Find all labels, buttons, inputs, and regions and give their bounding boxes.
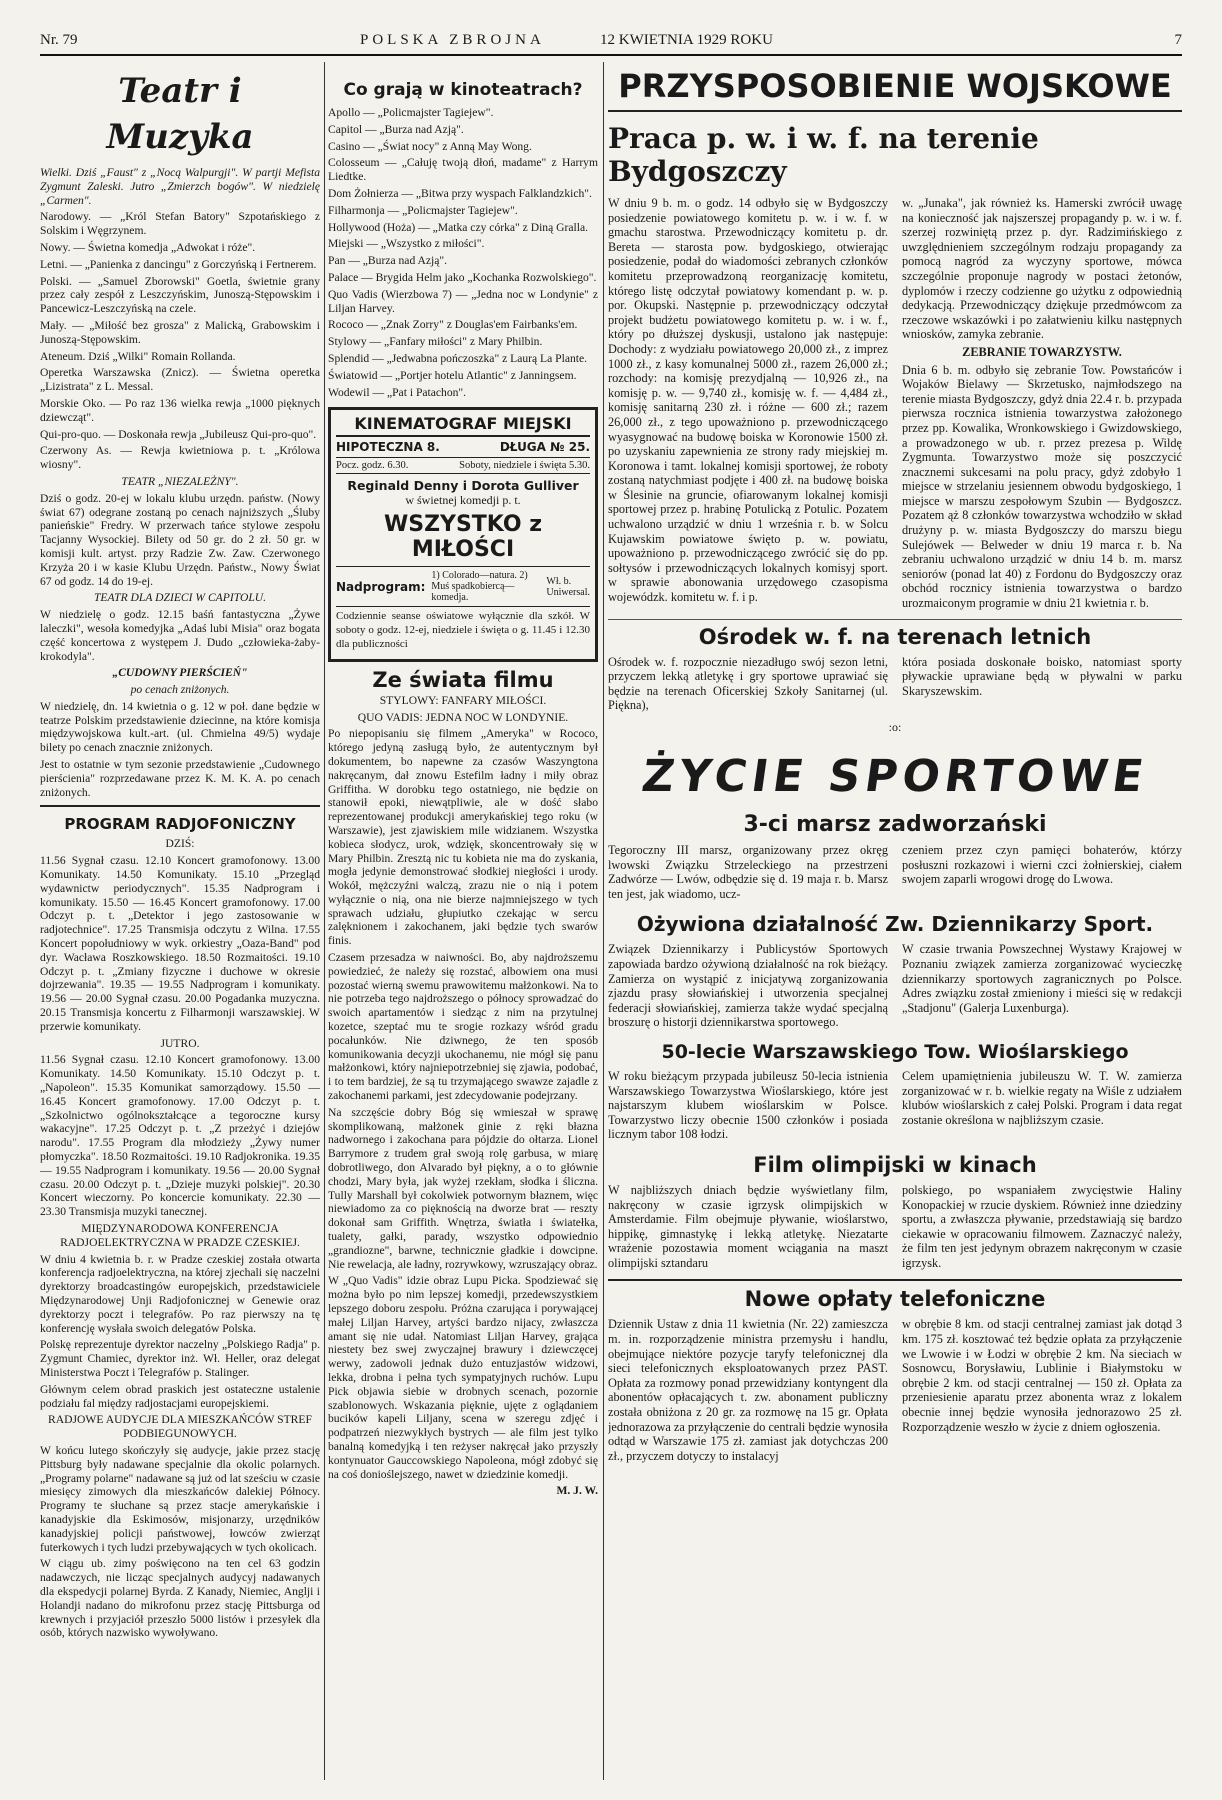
conference-text: W dniu 4 kwietnia b. r. w Pradze czeskiej została otwarta konferencja radjoelektryczna, na której zjechali się naczelni dyrektorzy broadcastingów europejskich, przedstawiciele Międzynarodowej Unji Radjofonicznej w Genewie oraz dyrektorzy poczt i telegrafów. Po raz pierwszy na tę konferencję wysłała swoich delegatów Polska.: [40, 1252, 320, 1335]
cinema-ad-hours-left: Pocz. godz. 6.30.: [336, 460, 409, 472]
theatre-item: Qui-pro-quo. — Doskonała rewja „Jubileusz Qui-pro-quo".: [40, 427, 317, 441]
issue-date: 12 KWIETNIA 1929 ROKU: [600, 32, 773, 48]
telefon-title: Nowe opłaty telefoniczne: [744, 1287, 1046, 1312]
bydgoszcz-text: w. „Junaka", jak również ks. Hamerski zwrócił uwagę na konieczność jak najszerszej propagandy p. w. i w. f. szerzej rozwiniętą przez p. dyr. Radzimińskiego z uwzględnieniem szczególnym rodzaju propagandy za pomocą nagród za wyczyny sportowe, mówca szczególnie proponuje nagrody w postaci żetonów, dyplomów i rzeczy codzienne go użytku z odpowiednią dedykacją. Przewodniczący dziękuje przedmówcom za rzeczowe wskazówki i po załatwieniu kilku następnych wniosków, zamyka zebranie.: [902, 196, 1182, 342]
pierscien-sub: po cenach zniżonych.: [130, 683, 230, 697]
cinema-item: Capitol — „Burza nad Azją".: [328, 122, 464, 136]
cinema-ad-program-label: Nadprogram:: [336, 579, 426, 594]
radio-today: 11.56 Sygnał czasu. 12.10 Koncert gramofonowy. 13.00 Komunikaty. 14.50 Komunikaty. 15.10 „Przegląd wydawnictw periodycznych". 15.35 Nadprogram i komunikaty. 15.50 — 16.45 Koncert gramofonowy. 17.00 Odczyt p. t. „Detektor i jego zastosowanie w radjotechnice". 17.25 Transmisja odczytu z Wilna. 17.55 Koncert popołudniowy w wyk. orkiestry „Oaza-Band" pod dyr. Wacława Roszkowskiego. 18.50 Rozmaitości. 19.10 Odczyt p. t. „Zmiany fizyczne i duchowe w okresie dojrzewania". 19.35 — 19.55 Nadprogram i komunikaty. 19.56 — 20.00 Sygnał czasu. 20.00 Pogadanka muzyczna. 20.15 Transmisja koncertu z Filharmonji warszawskiej. W przerwie komunikaty.: [40, 854, 320, 1033]
military-banner: PRZYSPOSOBIENIE WOJSKOWE: [608, 66, 1182, 112]
wioslarskie-text: Celem upamiętnienia jubileuszu W. T. W. zamierza zorganizować w r. b. wielkie regaty na Wiśle z udziałem klubów wioślarskich z całej Polski. Program i data regat zostanie określona w najbliższym czasie.: [902, 1068, 1182, 1127]
film-world-sub: STYLOWY: FANFARY MIŁOŚCI.: [379, 693, 547, 707]
cinema-ad-street: HIPOTECZNA 8.: [336, 440, 440, 455]
cinema-ad-title: KINEMATOGRAF MIEJSKI: [336, 414, 590, 437]
olimpijski-text: W najbliższych dniach będzie wyświetlany film, nakręcony w czasie igrzysk olimpijskich w Amsterdamie. Film obejmuje pływanie, wioślarstwo, hippikę, gimnastykę i lekką atletykę. Niezatarte wrażenie pozostawia moment wciągania na maszt olimpijski sztandaru: [608, 1182, 888, 1270]
radio-title: PROGRAM RADJOFONICZNY: [64, 815, 296, 834]
theatre-item: Morskie Oko. — Po raz 136 wielka rewja „1000 pięknych dziewcząt".: [40, 396, 320, 424]
theatre-column: [40, 62, 320, 1780]
marsz-text: czeniem przez czyn pamięci bohaterów, którzy posłuszni rozkazowi i wierni czci żołnierskiej, ciałem swojem zaparli wrogowi drogę do Lwowa.: [902, 843, 1182, 887]
marsz-article: [608, 843, 1182, 904]
section-rule: [40, 805, 320, 807]
theatre-title: Teatr i Muzyka: [106, 71, 254, 157]
cinema-item: Colosseum — „Całuję twoją dłoń, madame" z Harrym Liedtke.: [328, 156, 598, 184]
pierscien-heading: „CUDOWNY PIERŚCIEŃ": [112, 666, 248, 680]
osrodek-text: Ośrodek w. f. rozpocznie niezadługo swój sezon letni, przyczem lekką atletykę i gry sportowe uprawiać się będzie na terenach Oficerskiej Szkoły Sanitarnej (ul. Piękna),: [608, 654, 888, 713]
conference-heading: MIĘDZYNARODOWA KONFERENCJA RADJOELEKTRYCZNA W PRADZE CZESKIEJ.: [60, 1221, 300, 1249]
pierscien-text: W niedzielę, dn. 14 kwietnia o g. 12 w poł. dane będzie w teatrze Polskim przedstawienie dziecinne, na które komisja międzywojskowa kult.-art. (ul. Chmielna 49/5) wydaje bilety po cenach znacznie zniżonych.: [40, 699, 320, 755]
dziennikarze-title: Ożywiona działalność Zw. Dziennikarzy Sport.: [636, 912, 1154, 937]
cinema-ad-comedy: w świetnej komedji p. t.: [405, 493, 521, 508]
cinema-item: Filharmonja — „Policmajster Tagiejew".: [328, 203, 518, 217]
cinema-ad-program: [336, 566, 590, 603]
cinema-ad-hours-right: Soboty, niedziele i święta 5.30.: [459, 460, 590, 472]
polar-text: W końcu lutego skończyły się audycje, jakie przez stację Pittsburg były nadawane specjalnie dla okolic polarnych. „Programy polarne" nadawane są już od lat sześciu w czasie miesięcy zimowych dla mieszkańców dalekiej Północy. Programy te słuchane są przez stacje amerykańskie i kanadyjskie dla Eskimosów, misjonarzy, urzędników kanadyjskiej policji państwowej, łowców zwierząt futerkowych i tych ludzi przebywających w tych okolicach.: [40, 1443, 320, 1554]
page-header: [40, 30, 1182, 56]
cinema-item: Miejski — „Wszystko z miłości".: [328, 237, 485, 251]
cinema-item: Pan — „Burza nad Azją".: [328, 254, 448, 268]
dziennikarze-text: W czasie trwania Powszechnej Wystawy Krajowej w Poznaniu związek zamierza zorganizować wycieczkę dziennikarzy sportowych zagranicznych po Polsce. Adres związku został zmieniony i mieści się w redakcji „Stadjonu" (Galerja Luxenburga).: [902, 942, 1182, 1015]
dziennikarze-article: [608, 942, 1182, 1033]
theatre-item: Wielki. Dziś „Faust" z „Nocą Walpurgji". W partji Mefista Zygmunt Zaleski. Jutro „Zmierzch bogów". W niedzielę „Carmen".: [40, 166, 320, 207]
radio-tomorrow-label: JUTRO.: [160, 1036, 200, 1050]
right-section: [608, 62, 1182, 1780]
wioslarskie-title: 50-lecie Warszawskiego Tow. Wioślarskiego: [661, 1040, 1129, 1063]
cinema-ad-note: Codziennie seanse oświatowe wyłącznie dla szkół. W soboty o godz. 12-ej, niedziele i święta o g. 11.45 i 12.30 dla publiczności: [336, 606, 590, 651]
zebranie-heading: ZEBRANIE TOWARZYSTW.: [962, 344, 1122, 359]
dzieci-heading: TEATR DLA DZIECI W CAPITOLU.: [93, 591, 267, 605]
cinema-advertisement: [328, 407, 598, 661]
cinema-listings: [328, 106, 598, 399]
conference-text: Polskę reprezentuje dyrektor naczelny „Polskiego Radja" p. Zygmunt Chamiec, dyrektor inż. Wł. Heller, oraz delegat Ministerstwa Poczt i Telegrafów p. Stalinger.: [40, 1338, 320, 1379]
film-world-sub: QUO VADIS: JEDNA NOC W LONDYNIE.: [357, 710, 569, 724]
osrodek-article: [608, 655, 1182, 716]
osrodek-text: która posiada doskonałe boisko, natomiast sporty pływackie uprawiane będą w pływalni w parku Skaryszewskim.: [902, 654, 1182, 698]
cinema-item: Hollywood (Hoża) — „Matka czy córka" z Diną Gralla.: [328, 220, 589, 234]
cinema-item: Casino — „Świat nocy" z Anną May Wong.: [328, 139, 532, 153]
bydgoszcz-text: W dniu 9 b. m. o godz. 14 odbyło się w Bydgoszczy posiedzenie powiatowego komitetu p. w. i w. f. w gmachu starostwa. Przewodniczący komitetu p. dr. Bereta — starosta pow. bydgoskiego, otwierając posiedzenie, podał do wiadomości zebranych członków komitetu przeprowadzoną reorganizację komitetu, którego listę odczytał powiatowy komendant p. w. p. por. Okupski. Następnie p. przewodniczący odczytał projekt budżetu powiatowego komitetu p. w. i w. f., który po dłuższej dyskusji, ustalono jak następuje: Dochody: z wydziału powiatowego 20,000 zł., z imprez 1000 zł., z kasy komunalnej 5000 zł., razem 26,000 zł.; rozchody: na komisję prezydjalną — 10,926 zł., na komisję p. w. — 9,740 zł., komisję w. f. — 4,484 zł., komisję sanitarną 230 zł. i różne — 600 zł.; razem 26,000 zł., z tego upoważniono p. przewodniczącego wyasygnować na budowę boiska w Koronowie 1500 zł. po uzyskaniu zapewnienia ze strony rady miejskiej m. Koronowa i tamt. lokalnej komisji sportowej, że roboty zostaną natychmiast podjęte i 400 zł. na budowę boiska w Ślesinie na gruncie, ofiarowanym lokalnej komisji sportowej przez p. hrabinę Potulicką z Potulic. Pozatem uchwalono urządzić w dniu 1 września r. b. w Solcu Kujawskim powiatowe święto p. w. powiatu, upoważniono p. przewodniczącego zwrócić się do pp. sołtysów i przewodniczących lokalnych komisyj sport. w sprawie abonowania urzędowego czasopisma wojewódzk. komitetu w. f. i p.: [608, 196, 888, 605]
telefon-text: Dziennik Ustaw z dnia 11 kwietnia (Nr. 22) zamieszcza m. in. rozporządzenie ministra przemysłu i handlu, obejmujące niektóre pozycje taryfy telefonicznej dla sieci telefonicznych eksploatowanych przez PAST. Opłata za rozmowy ponad przewidziany kontyngent dla abonentów opłacających t. zw. abonament publiczny została obniżona z 20 gr. za rozmowę na 15 gr. Opłata jednorazowa za przyłączenie do centrali będzie wynosiła odtąd w Warszawie 175 zł. zamiast jak dotychczas 200 zł., przyczem dotyczy to instalacyj: [608, 1317, 888, 1463]
theatre-item: Narodowy. — „Król Stefan Batory" Szpotańskiego z Solskim i Węgrzynem.: [40, 210, 320, 238]
theatre-item: Mały. — „Miłość bez grosza" z Malicką, Grabowskim i Junoszą-Stępowskim.: [40, 318, 320, 346]
dziennikarze-text: Związek Dziennikarzy i Publicystów Sportowych zapowiada bardzo ożywioną działalność na rok bieżący. Zamierza on wystąpić z inicjatywą zorganizowania zjazdu prasy słowiańskiej i utworzenia specjalnej federacji słowiańskiej, zamierza także wydać specjalną broszurę o historji dziennikarstwa sportowego.: [608, 942, 888, 1030]
cinema-item: Quo Vadis (Wierzbowa 7) — „Jedna noc w Londynie" z Liljan Harvey.: [328, 287, 598, 315]
newspaper-name: POLSKA ZBROJNA: [360, 32, 545, 48]
page-number: 7: [1174, 32, 1182, 48]
telefon-article: [608, 1317, 1182, 1466]
sport-banner: ŻYCIE SPORTOWE: [638, 751, 1152, 802]
pierscien-text: Jest to ostatnie w tym sezonie przedstawienie „Cudownego pierścienia" rozprzedawane przez K. M. K. A. po cenach zniżonych.: [40, 758, 320, 799]
cinema-item: Apollo — „Policmajster Tagiejew".: [328, 106, 494, 119]
column-divider: [603, 62, 604, 1780]
theatre-listings: [40, 166, 320, 472]
osrodek-title: Ośrodek w. f. na terenach letnich: [698, 624, 1092, 649]
zebranie-text: Dnia 6 b. m. odbyło się zebranie Tow. Powstańców i Wojaków Bielawy — Skrzetusko, najmłodszego na terenie miasta Bydgoszczy, gdyż dnia 22.4 r. b. przypada pierwsza rocznica istnienia towarzystwa założonego przez pp. Kowalika, Wronkowskiego i Gwizdowskiego, a prowadzonego w ub. r. przez prezesa p. Wildę Zygmunta. Towarzystwo może się poszczycić znacznemi sukcesami na polu pracy, gdyż zdobyło 1 miejsce w strzelaniu jesiennem obwodu bydgoskiego, 1 miejsce w marszu zespołowym Szubin — Bydgoszcz. Pozatem ąż 8 członków towarzystwa wchodziło w skład drużyny p. w. miasta Bydgoszczy do marszu biegu Sulejówek — Belweder w dniu 19 marca r. b. Na zebraniu uchwalono urządzić w dniu 14 b. m. marsz seniorów (ponad lat 40) z Fordonu do Bydgoszczy oraz obchód rocznicy istnienia towarzystwa o bardzo urozmaiconym programie w dniu 21 kwietnia r. b.: [902, 362, 1182, 611]
cinema-column: [328, 62, 598, 1780]
conference-text: Głównym celem obrad praskich jest ostateczne ustalenie podziału fal między radjostacjami europejskiemi.: [40, 1382, 320, 1410]
polar-heading: RADJOWE AUDYCJE DLA MIESZKAŃCÓW STREF PODBIEGUNOWYCH.: [48, 1413, 312, 1441]
theatre-item: Ateneum. Dziś „Wilki" Romain Rollanda.: [40, 349, 236, 363]
cinema-item: Palace — Brygida Helm jako „Kochanka Rozwolskiego".: [328, 270, 597, 284]
cinema-item: Stylowy — „Fanfary miłości" z Mary Philbin.: [328, 335, 543, 349]
marsz-title: 3-ci marsz zadworzański: [743, 812, 1047, 837]
theatre-item: Nowy. — Świetna komedja „Adwokat i róże".: [40, 240, 256, 254]
cinema-title: Co grają w kinoteatrach?: [343, 80, 583, 100]
niezalezny-text: Dziś o godz. 20-ej w lokalu klubu urzędn. państw. (Nowy świat 67) odegrane zostaną po cenach najniższych „Śluby panieńskie" Fredry. W przerwach tańce stylowe zespołu Tacjanny Wysockiej. Bilety od 50 gr. do 2 zł. 50 gr. w komisji kult. artyst. przy Radzie Zw. Zaw. Czerwonego Krzyża 20 i w kasie Klubu Urzędn. Państw., Nowy Świat 67 od godz. 14 do 19-ej.: [40, 491, 320, 588]
film-world-title: Ze świata filmu: [372, 667, 554, 692]
issue-number: Nr. 79: [40, 32, 78, 48]
section-rule: [608, 1279, 1182, 1281]
film-world-text: Po niepopisaniu się filmem „Ameryka" w Rococo, którego jedyną zasługą było, że autentycznym był dokumentem, bo napewne za czasów Waszyngtona nakręcanym, dał znowu Estefilm ładny i miły obraz Griffitha. W dorobku tego ostatniego, nie będzie on stanowił epoki, niewątpliwie, ale w dość słabo reprezentowanej produkcji amerykańskiej tego roku (w Warszawie), jest zjawiskiem mile widzianem. Wszystka kobieca słodycz, urok, wdzięk, skoncentrowały się w Mary Philbin. Zresztą nic tu kobieta nie ma do zyskania, mogła jedynie demonstrować słodkiej niegłości i urody. Wokół, mężczyźni walczą, zrazu nie o nią i potem wyłącznie o nią, ona nie bierze najmniejszego w tych sprawach udziału, głupiutko czekając w sercu zalęknionem i zakochanem, jaki będzie tych swarów finis.: [328, 727, 598, 948]
cinema-ad-stars: Reginald Denny i Dorota Gulliver: [347, 478, 579, 494]
bydgoszcz-title: Praca p. w. i w. f. na terenie Bydgoszczy: [608, 122, 1039, 188]
cinema-item: Wodewil — „Pat i Patachon".: [328, 385, 467, 399]
cinema-item: Dom Żołnierza — „Bitwa przy wyspach Falklandzkich".: [328, 186, 592, 200]
section-separator: :o:: [888, 720, 902, 734]
niezalezny-heading: TEATR „NIEZALEŻNY".: [121, 474, 239, 488]
wioslarskie-text: W roku bieżącym przypada jubileusz 50-lecia istnienia Warszawskiego Towarzystwa Wioślarskiego, które jest najstarszym klubem wioślarskim w Polsce. Towarzystwo liczy obecnie 1500 członków i posiada licznym tabor 108 łodzi.: [608, 1068, 888, 1142]
wioslarskie-article: [608, 1069, 1182, 1145]
theatre-item: Czerwony As. — Rewja kwietniowa p. t. „Królowa wiosny".: [40, 444, 320, 472]
cinema-ad-film: WSZYSTKO z MIŁOŚCI: [383, 512, 543, 563]
film-world-signature: M. J. W.: [556, 1484, 598, 1498]
cinema-ad-street2: DŁUGA № 25.: [499, 440, 590, 455]
section-rule: [608, 619, 1182, 620]
film-world-text: Na szczęście dobry Bóg się wmieszał w sprawę skomplikowaną, małżonek ginie z ręki błazna nadwornego i zakochana para pójdzie do ołtarza. Lionel Barrymore z trudem grał swoją rolę garbusa, w miarę dobrotliwego, don Alvarado był piękny, a o to głównie chodzi, Mary była, jak wyżej rzekłam, słodka i śliczna. Tully Marshall był cokolwiek potwornym błaznem, więc niewiadomo za co pięknością na dworze brat — reszty dokonał sam Griffith. Wnętrza, światła i światełka, tualety, gałki, parady, wszystko odpowiednio „grandiozne", barwne, technicznie gładkie i dowcipne. Nie rewelacja, ale ładny, rozrywkowy, wzruszający obraz.: [328, 1105, 598, 1271]
bydgoszcz-article: [608, 196, 1182, 614]
column-divider: [324, 62, 325, 1780]
cinema-item: Rococo — „Znak Zorry" z Douglas'em Fairbanks'em.: [328, 318, 578, 332]
cinema-item: Światowid — „Portjer hotelu Atlantic" z Janningsem.: [328, 368, 577, 382]
theatre-item: Operetka Warszawska (Znicz). — Świetna operetka „Lizistrata" z L. Messal.: [40, 366, 320, 394]
marsz-text: Tegoroczny III marsz, organizowany przez okręg lwowski Związku Strzeleckiego na przestrzeni Zadwórze — Lwów, odbędzie się d. 19 maja r. b. Marsz ten jest, jak wiadomo, ucz-: [608, 843, 888, 901]
olimpijski-title: Film olimpijski w kinach: [753, 1152, 1037, 1177]
radio-tomorrow: 11.56 Sygnał czasu. 12.10 Koncert gramofonowy. 13.00 Komunikaty. 14.50 Komunikaty. 15.10 Odczyt p. t. „Napoleon". 15.35 Komunikat samorządowy. 15.50 — 16.45 Koncert gramofonowy. 17.00 Odczyt p. t. „Szkolnictwo ogólnokształcące a tegoroczne kursy wakacyjne". 17.25 Odczyt p. t. „Z przeżyć i dziejów narodu". 17.55 Program dla młodzieży „Żywy numer płomyczka". 18.50 Rozmaitości. 19.10 Radjokronika. 19.35 — 19.55 Nadprogram i komunikaty. 19.56 — 20.00 Sygnał czasu. 20.00 Odczyt p. t. „Dzieje muzyki polskiej". 20.30 Koncert wieczorny. Po koncercie komunikaty. 22.30 — 23.30 Transmisja muzyki tanecznej.: [40, 1053, 320, 1219]
theatre-item: Polski. — „Samuel Zborowski" Goetla, świetnie grany przez cały zespół z Leszczyńskim, Junoszą-Stępowskim i Pancewicz-Leszczyńską na czele.: [40, 274, 320, 316]
dzieci-text: W niedzielę o godz. 12.15 baśń fantastyczna „Żywe laleczki", wesoła komedyjka „Adaś lubi Misia" oraz bogata część koncertowa z występem J. Dudo „człowieka-żaby-krokodyla".: [40, 608, 320, 663]
cinema-item: Splendid — „Jedwabna pończoszka" z Laurą La Plante.: [328, 351, 588, 365]
polar-text: W ciągu ub. zimy poświęcono na ten cel 63 godzin nadawczych, nie licząc specjalnych audycyj nadawanych dla ekspedycji polarnej Byrda. Z Kanady, Niemiec, Anglji i Holandji nadano do mikrofonu przez stację Pittsburga od krewnych i przyjaciół przeszło 5000 listów i przesyłek dla osób, których nazwisko wywoływano.: [40, 1557, 320, 1640]
telefon-text: w obrębie 8 km. od stacji centralnej zamiast jak dotąd 3 km. 175 zł. kosztować też będzie opłata za przyłączenie we Lwowie i w Łodzi w obrębie 2 km. Na sieciach w Sosnowcu, Borysławiu, Lublinie i Białymstoku w obrębie 2 km. od stacji centralnej — 150 zł. Opłata za przeniesienie aparatu przez abonenta wraz z lokalem obecnie innej będzie wynosiła jednorazowo 25 zł. Rozporządzenie weszło w życie z dniem ogłoszenia.: [902, 1317, 1182, 1434]
cinema-ad-hours: [336, 458, 590, 474]
film-world-text: W „Quo Vadis" idzie obraz Lupu Picka. Spodziewać się można było po nim lepszej komedji, przedewszystkiem lepszego doboru zespołu. Próżna czarująca i porywającej małej Liljan Harvey, artyści bardzo nijacy, zwłaszcza amant się nie udał. Natomiast Liljan Harvey, grająca niestety bez swej zwyczajnej brawury i dziewczęcej werwy, zadowoli jednak dużo entuzjastów widzowi, lekka, drobna i pełna tych sympatyjnych ruchów. Lupu Pick objawia siebie w drobnych scenach, pozornie szablonowych. Wskazania pięknie, ujęte z oglądaniem bucików kapeli Liljany, scena w szeregu zdjęć i podpatrzeń niezwykłych bystrych — ale film jest tylko banalną komedyjką i ten reżyser nakręcał jako przyszły kontynuator Gauccowskiego Napoleona, mógł zdobyć się na coś donioślejszego, nawet w dziedzinie komedji.: [328, 1274, 598, 1481]
radio-today-label: DZIŚ:: [165, 837, 195, 851]
cinema-ad-program-2: Wł. b. Uniwersal.: [546, 575, 590, 598]
cinema-ad-program-1: 1) Colorado—natura. 2) Muś spadkobiercą—komedja.: [431, 570, 528, 604]
theatre-item: Letni. — „Panienka z dancingu" z Gorczyńską i Fertnerem.: [40, 257, 317, 271]
olimpijski-article: [608, 1183, 1182, 1274]
cinema-ad-address: [336, 437, 590, 458]
film-world-text: Czasem przesadza w naiwności. Bo, aby najdroższemu powiedzieć, że należy się rozstać, albowiem ona musi pozostać wierną swemu prawowitemu małżonkowi. Na to nie potrzeba tego najdroższego o północy sprowadzać do swoich apartamentów i siedząc z nim na przytulnej kozetce, szeptać mu te srogie rozkazy wśród gradu pocałunków. Nie dziwnego, że ten sposób komunikowania decyzji ukochanemu, nie mógł się panu małżonkowi, który najniepotrzebniej się zjawia, podobać, i to tem bardziej, że są tu trzymającego swawze zajadle z zakochanemi parkami, jest zdecydowanie podejrzany.: [328, 951, 598, 1103]
olimpijski-text: polskiego, po wspaniałem zwycięstwie Haliny Konopackiej w rzucie dyskiem. Również inne dziedziny sportu, a zwłaszcza pływanie, przedstawiają się bardzo ciekawie w opracowaniu filmowem. Zaznaczyć należy, że film ten jest jedynym obrazem nakręconym w czasie igrzysk.: [902, 1182, 1182, 1270]
